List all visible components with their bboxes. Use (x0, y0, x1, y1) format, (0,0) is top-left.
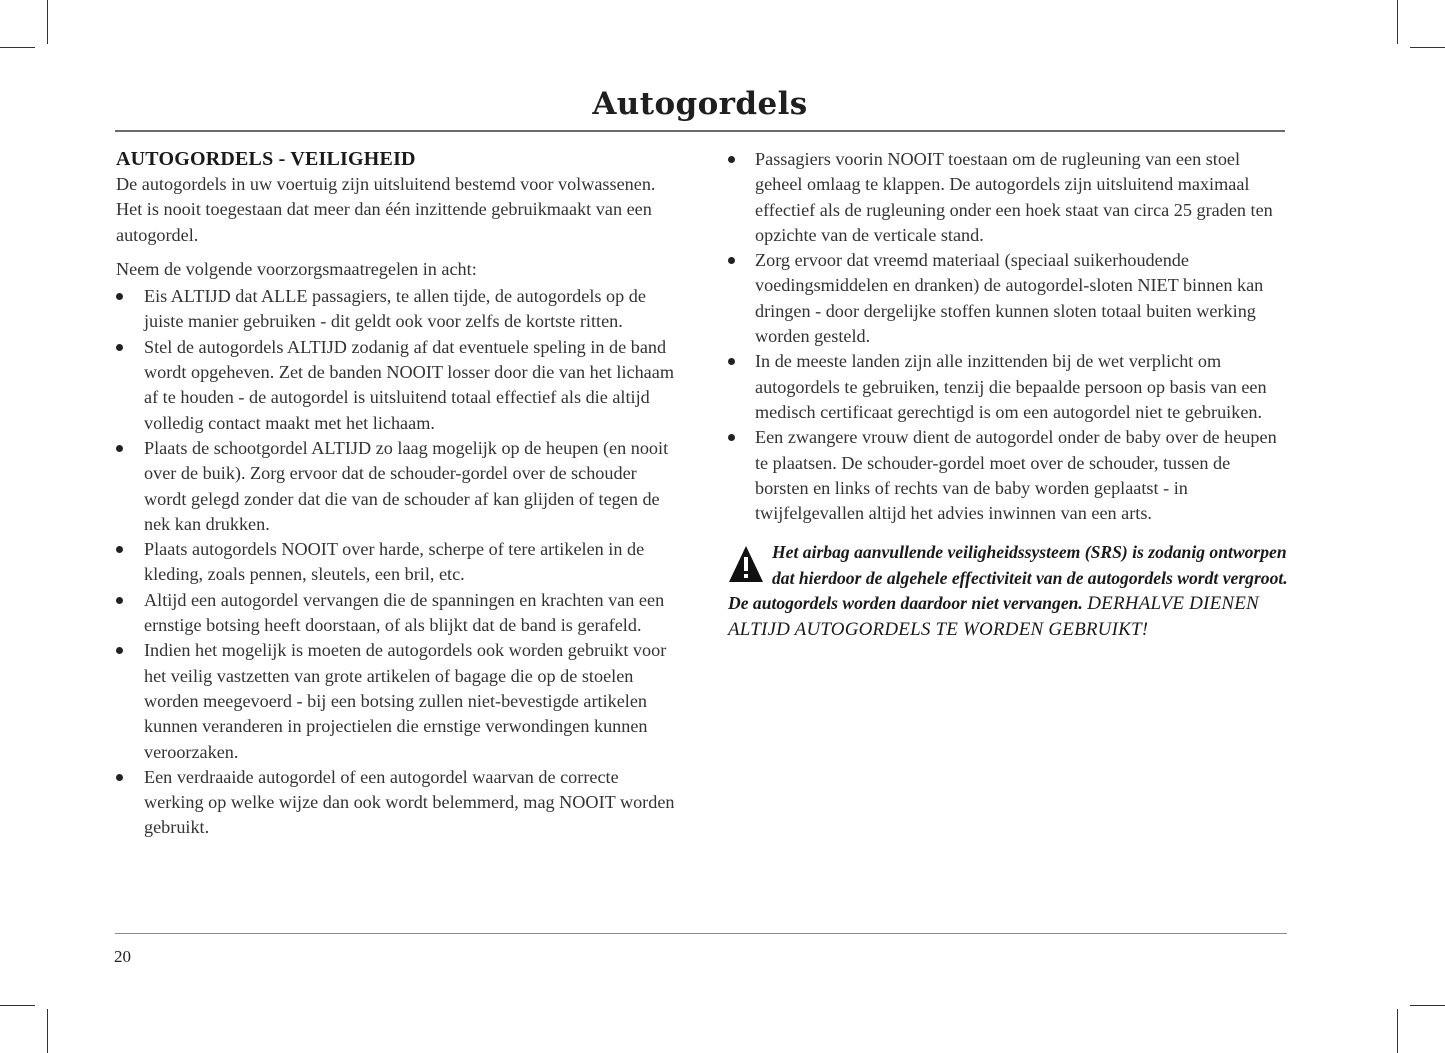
footer-divider (115, 933, 1287, 934)
page-number: 20 (114, 947, 131, 966)
bullet-icon (728, 257, 735, 264)
precautions-list (116, 284, 676, 841)
list-item: In de meeste landen zijn alle inzittenden bij de wet verplicht om autogordels te gebruiken, tenzij die bepaalde persoon op basis van een medisch certificaat gerechtigd is om een autogordel niet te gebruiken. (728, 349, 1288, 425)
list-item: Eis ALTIJD dat ALLE passagiers, te allen tijde, de autogordels op de juiste manier gebruiken - dit geldt ook voor zelfs de kortste ritten. (116, 284, 676, 335)
crop-mark (1397, 0, 1398, 44)
precautions-list-continued (728, 147, 1288, 526)
warning-triangle-icon (728, 544, 764, 584)
page-title: Autogordels (592, 86, 808, 122)
crop-mark (1410, 1005, 1445, 1006)
crop-mark (0, 1005, 35, 1006)
list-item: Een zwangere vrouw dient de autogordel onder de baby over de heupen te plaatsen. De schouder-gordel moet over de schouder, tussen de borsten en links of rechts van de baby worden geplaatst - in twijfelgevallen altijd het advies inwinnen van een arts. (728, 425, 1288, 526)
bullet-icon (728, 358, 735, 365)
lead-paragraph: Neem de volgende voorzorgsmaatregelen in acht: (116, 258, 477, 279)
bullet-icon (116, 597, 123, 604)
list-item: Indien het mogelijk is moeten de autogordels ook worden gebruikt voor het veilig vastzetten van grote artikelen of bagage die op de stoelen worden meegevoerd - bij een botsing zullen niet-bevestigde artikelen kunnen veranderen in projectielen die ernstige verwondingen kunnen veroorzaken. (116, 638, 676, 764)
list-item: Altijd een autogordel vervangen die de spanningen en krachten van een ernstige botsing heeft doorstaan, of als blijkt dat de band is gerafeld. (116, 588, 676, 639)
intro-paragraph: De autogordels in uw voertuig zijn uitsluitend bestemd voor volwassenen. Het is nooit toegestaan dat meer dan één inzittende gebruikmaakt van een autogordel. (116, 174, 656, 245)
left-column (116, 147, 676, 841)
list-item: Een verdraaide autogordel of een autogordel waarvan de correcte werking op welke wijze dan ook wordt belemmerd, mag NOOIT worden gebruikt. (116, 765, 676, 841)
bullet-icon (116, 774, 123, 781)
warning-emphasis: DERHALVE DIENEN ALTIJD AUTOGORDELS TE WORDEN GEBRUIKT! (728, 593, 1259, 640)
list-item: Plaats autogordels NOOIT over harde, scherpe of tere artikelen in de kleding, zoals pennen, sleutels, een bril, etc. (116, 537, 676, 588)
bullet-icon (116, 546, 123, 553)
crop-mark (47, 0, 48, 44)
airbag-warning (728, 540, 1288, 642)
bullet-icon (116, 445, 123, 452)
title-divider (115, 130, 1285, 132)
warning-text: Het airbag aanvullende veiligheidssysteem (SRS) is zodanig ontworpen dat hierdoor de algehele effectiviteit van de autogordels wordt vergroot. De autogordels worden daardoor niet vervangen. (728, 542, 1288, 614)
bullet-icon (728, 434, 735, 441)
bullet-icon (728, 156, 735, 163)
bullet-icon (116, 647, 123, 654)
bullet-icon (116, 344, 123, 351)
crop-mark (1397, 1009, 1398, 1053)
list-item: Stel de autogordels ALTIJD zodanig af dat eventuele speling in de band wordt opgeheven. Zet de banden NOOIT losser door die van het lichaam af te houden - de autogordel is uitsluitend totaal effectief als die altijd volledig contact maakt met het lichaam. (116, 335, 676, 436)
list-item: Passagiers voorin NOOIT toestaan om de rugleuning van een stoel geheel omlaag te klappen. De autogordels zijn uitsluitend maximaal effectief als de rugleuning onder een hoek staat van circa 25 graden ten opzichte van de verticale stand. (728, 147, 1288, 248)
crop-mark (47, 1009, 48, 1053)
list-item: Plaats de schootgordel ALTIJD zo laag mogelijk op de heupen (en nooit over de buik). Zorg ervoor dat de schouder-gordel over de schouder wordt gelegd zonder dat die van de schouder af kan glijden of tegen de nek kan drukken. (116, 436, 676, 537)
list-item: Zorg ervoor dat vreemd materiaal (speciaal suikerhoudende voedingsmiddelen en dranken) de autogordel-sloten NIET binnen kan dringen - door dergelijke stoffen kunnen sloten totaal buiten werking worden gesteld. (728, 248, 1288, 349)
right-column (728, 147, 1288, 642)
crop-mark (1410, 47, 1445, 48)
section-heading: AUTOGORDELS - VEILIGHEID (116, 148, 416, 170)
crop-mark (0, 47, 35, 48)
bullet-icon (116, 293, 123, 300)
